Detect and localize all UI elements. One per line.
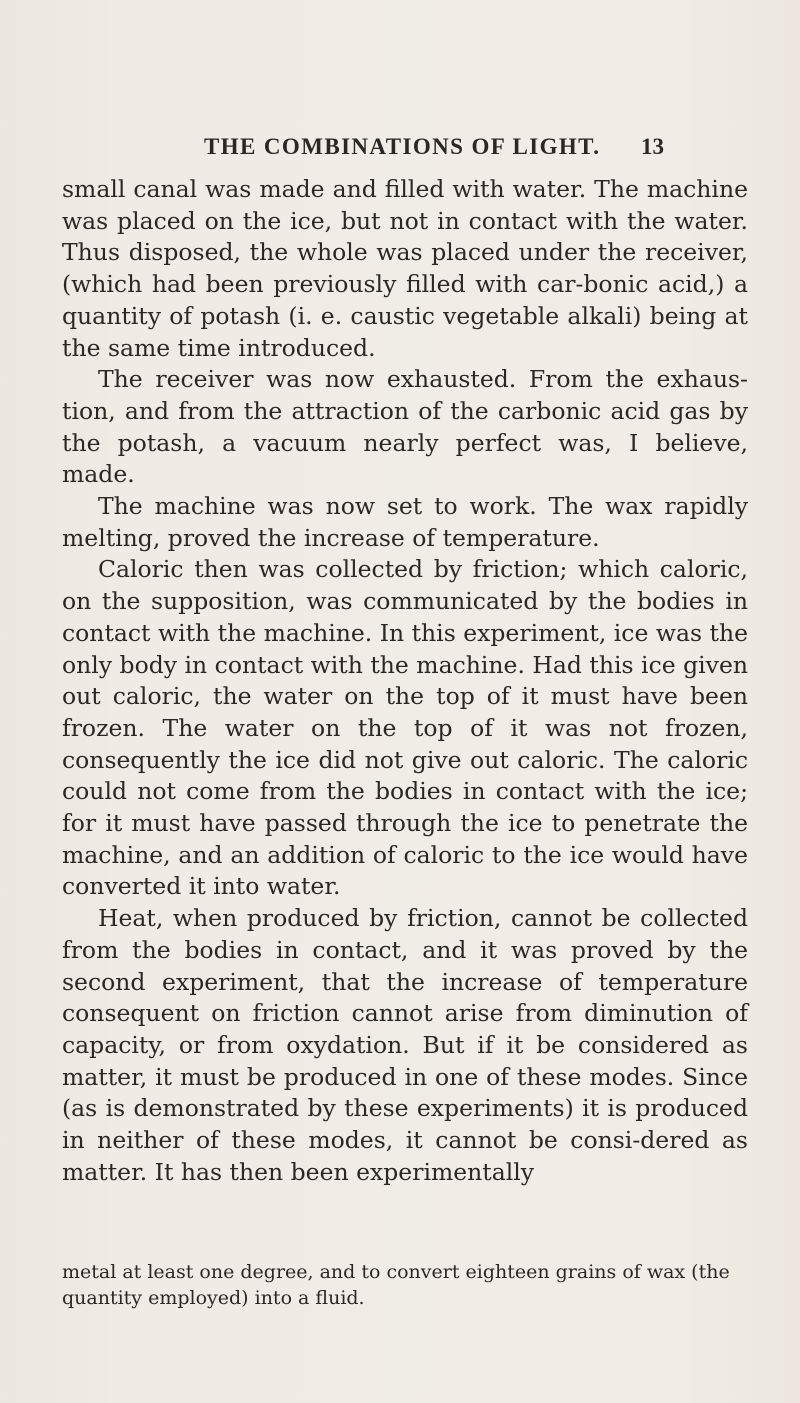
body-text [62,174,748,1189]
running-header [204,134,664,160]
paragraph: Caloric then was collected by friction; which caloric, on the supposition, was communicated by the bodies in contact with the machine. In this experiment, ice was the only body in contact with the machine. Had this ice given out caloric, the water on the top of it must have been frozen. The water on the top of it was not frozen, consequently the ice did not give out caloric. The caloric could not come from the bodies in contact with the ice; for it must have passed through the ice to penetrate the machine, and an addition of caloric to the ice would have converted it into water. [62,555,748,901]
paragraph: small canal was made and filled with water. The machine was placed on the ice, but not in contact with the water. Thus disposed, the whole was placed under the receiver, (which had been previously filled with car-bonic acid,) a quantity of potash (i. e. caustic vegetable alkali) being at the same time introduced. [62,175,748,362]
running-title: THE COMBINATIONS OF LIGHT. [204,134,601,159]
footnote: metal at least one degree, and to convert eighteen grains of wax (the quantity employed) into a fluid. [62,1261,730,1309]
paragraph: The machine was now set to work. The wax rapidly melting, proved the increase of temperature. [62,492,748,552]
page-number: 13 [641,134,664,159]
paragraph: The receiver was now exhausted. From the exhaus-tion, and from the attraction of the carbonic acid gas by the potash, a vacuum nearly perfect was, I believe, made. [62,365,748,489]
paragraph: Heat, when produced by friction, cannot be collected from the bodies in contact, and it was proved by the second experiment, that the increase of temperature consequent on friction cannot arise from diminution of capacity, or from oxydation. But if it be considered as matter, it must be produced in one of these modes. Since (as is demonstrated by these experiments) it is produced in neither of these modes, it cannot be consi-dered as matter. It has then been experimentally [62,904,748,1186]
